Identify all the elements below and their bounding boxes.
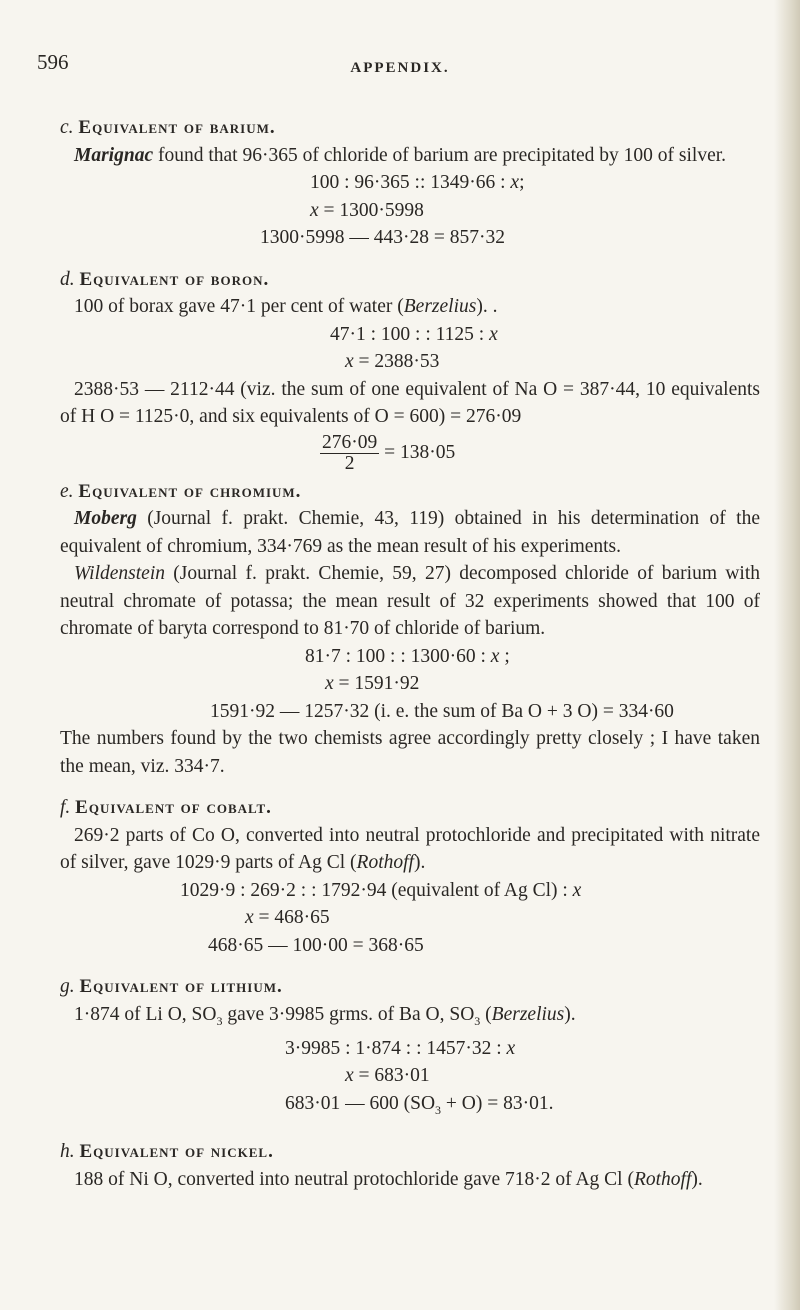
paragraph-barium [60, 142, 760, 170]
equation [60, 1062, 760, 1090]
equation-text: = 1300·5998 [318, 199, 424, 221]
subscript: 3 [435, 1102, 442, 1117]
page-edge-shadow [774, 0, 800, 1310]
equation [60, 348, 760, 376]
author-name: Rothoff [356, 852, 414, 873]
paragraph-chromium-moberg [60, 505, 760, 560]
variable: x [506, 1037, 516, 1059]
fraction-denominator: 2 [344, 452, 355, 474]
paragraph-text: gave 3·9985 grms. of Ba O, SO [222, 1003, 475, 1025]
paragraph-text: 1·874 of Li O, SO [74, 1003, 217, 1025]
section-letter: h. [60, 1141, 75, 1163]
equation-text: ; [519, 172, 525, 193]
equation: 1300·5998 — 443·28 = 857·32 [260, 227, 505, 248]
equation [60, 197, 760, 225]
equation-text: + O) = 83·01. [441, 1092, 554, 1114]
subscript: 3 [474, 1013, 481, 1028]
section-heading-chromium [60, 478, 760, 506]
equation: 1591·92 — 1257·32 (i. e. the sum of Ba O + 3 O) = 334·60 [210, 700, 674, 722]
running-head: APPENDIX. [350, 60, 450, 76]
author-name: Marignac [74, 144, 154, 166]
section-letter: e. [60, 480, 74, 502]
variable: x [325, 673, 334, 694]
equation [60, 904, 760, 932]
author-name: Berzelius [491, 1003, 565, 1025]
paragraph-chromium-conclusion: The numbers found by the two chemists agree accordingly pretty closely ; I have taken the mean, viz. 334·7. [60, 728, 760, 777]
equation-text: = 683·01 [353, 1065, 430, 1087]
author-name: Wildenstein [74, 563, 165, 584]
paragraph-cobalt [60, 822, 760, 877]
section-letter: d. [60, 268, 75, 290]
variable: x [245, 907, 254, 928]
variable: x [310, 199, 319, 221]
fraction-numerator: 276·09 [322, 431, 378, 453]
equation [60, 877, 760, 905]
section-heading-cobalt [60, 794, 760, 822]
subscript: 3 [216, 1013, 223, 1028]
variable: x [572, 879, 582, 901]
equation-text: 1029·9 : 269·2 : : 1792·94 (equivalent of Ag Cl) : [180, 879, 573, 901]
section-title: Equivalent of cobalt. [75, 797, 272, 818]
variable: x [490, 645, 500, 667]
section-title: Equivalent of barium. [78, 117, 276, 138]
section-heading-nickel [60, 1138, 760, 1166]
fraction-equation [60, 433, 760, 474]
section-title: Equivalent of nickel. [79, 1141, 274, 1163]
author-name: Berzelius [403, 296, 477, 317]
equation: 468·65 — 100·00 = 368·65 [208, 934, 424, 956]
equation-text: 100 : 96·365 :: 1349·66 : [310, 172, 511, 193]
paragraph-text: ( [480, 1003, 492, 1025]
equation-text: 47·1 : 100 : : 1125 : [330, 323, 490, 345]
paragraph-lithium [60, 1001, 760, 1035]
fraction [320, 433, 379, 474]
section-heading-barium [60, 114, 760, 142]
section-heading-boron [60, 266, 760, 294]
equation-text: ; [499, 645, 510, 667]
author-name: Moberg [74, 508, 137, 529]
paragraph-text: ). [413, 852, 426, 873]
equation-text: = 1591·92 [333, 673, 420, 694]
section-title: Equivalent of boron. [79, 268, 270, 290]
section-letter: c. [60, 117, 74, 138]
equation [60, 169, 760, 197]
equation [60, 321, 760, 349]
equation-text: 683·01 — 600 (SO [285, 1092, 436, 1114]
page-body [60, 110, 760, 1193]
section-heading-lithium [60, 973, 760, 1001]
equation-text: = 2388·53 [353, 351, 440, 372]
section-title: Equivalent of lithium. [79, 976, 283, 997]
equation-text: 3·9985 : 1·874 : : 1457·32 : [285, 1037, 507, 1059]
equation [60, 1035, 760, 1063]
paragraph-boron-calc: 2388·53 — 2112·44 (viz. the sum of one equivalent of Na O = 387·44, 10 equivalents of H O = 1125·0, and six equivalents of O = 600) = 276·09 [60, 378, 760, 427]
author-name: Rothoff [633, 1168, 692, 1190]
paragraph-text: ). . [476, 296, 498, 317]
paragraph-text: ). [691, 1168, 703, 1190]
paragraph-text: ). [564, 1003, 576, 1025]
paragraph-text: (Journal f. prakt. Chemie, 43, 119) obtained in his determination of the equivalent of chromium, 334·769 as the mean result of his experiments. [60, 508, 760, 557]
section-letter: g. [60, 976, 75, 997]
variable: x [510, 172, 520, 193]
equation-text: = 468·65 [253, 907, 330, 928]
paragraph-text: 188 of Ni O, converted into neutral protochloride gave 718·2 of Ag Cl ( [74, 1168, 634, 1190]
section-title: Equivalent of chromium. [78, 480, 302, 502]
equation [60, 1090, 760, 1124]
equation-text: 81·7 : 100 : : 1300·60 : [305, 645, 491, 667]
paragraph-boron [60, 293, 760, 321]
equation [60, 670, 760, 698]
paragraph-chromium-wildenstein [60, 560, 760, 643]
equation [60, 643, 760, 671]
paragraph-text: found that 96·365 of chloride of barium are precipitated by 100 of silver. [153, 144, 727, 166]
equation-text: = 138·05 [379, 441, 456, 463]
paragraph-text: 269·2 parts of Co O, converted into neutral protochloride and precipitated with nitrate of silver, gave 1029·9 parts of Ag Cl ( [60, 824, 760, 873]
paragraph-text: (Journal f. prakt. Chemie, 59, 27) decomposed chloride of barium with neutral chromate of potassa; the mean result of 32 experiments showed that 100 of chromate of baryta correspond to 81·70 of chloride of barium. [60, 563, 760, 639]
variable: x [489, 323, 498, 345]
variable: x [345, 1065, 354, 1087]
variable: x [345, 351, 354, 372]
paragraph-text: 100 of borax gave 47·1 per cent of water ( [74, 296, 404, 317]
paragraph-nickel [60, 1166, 760, 1194]
page-number: 596 [37, 50, 69, 74]
section-letter: f. [60, 797, 71, 818]
